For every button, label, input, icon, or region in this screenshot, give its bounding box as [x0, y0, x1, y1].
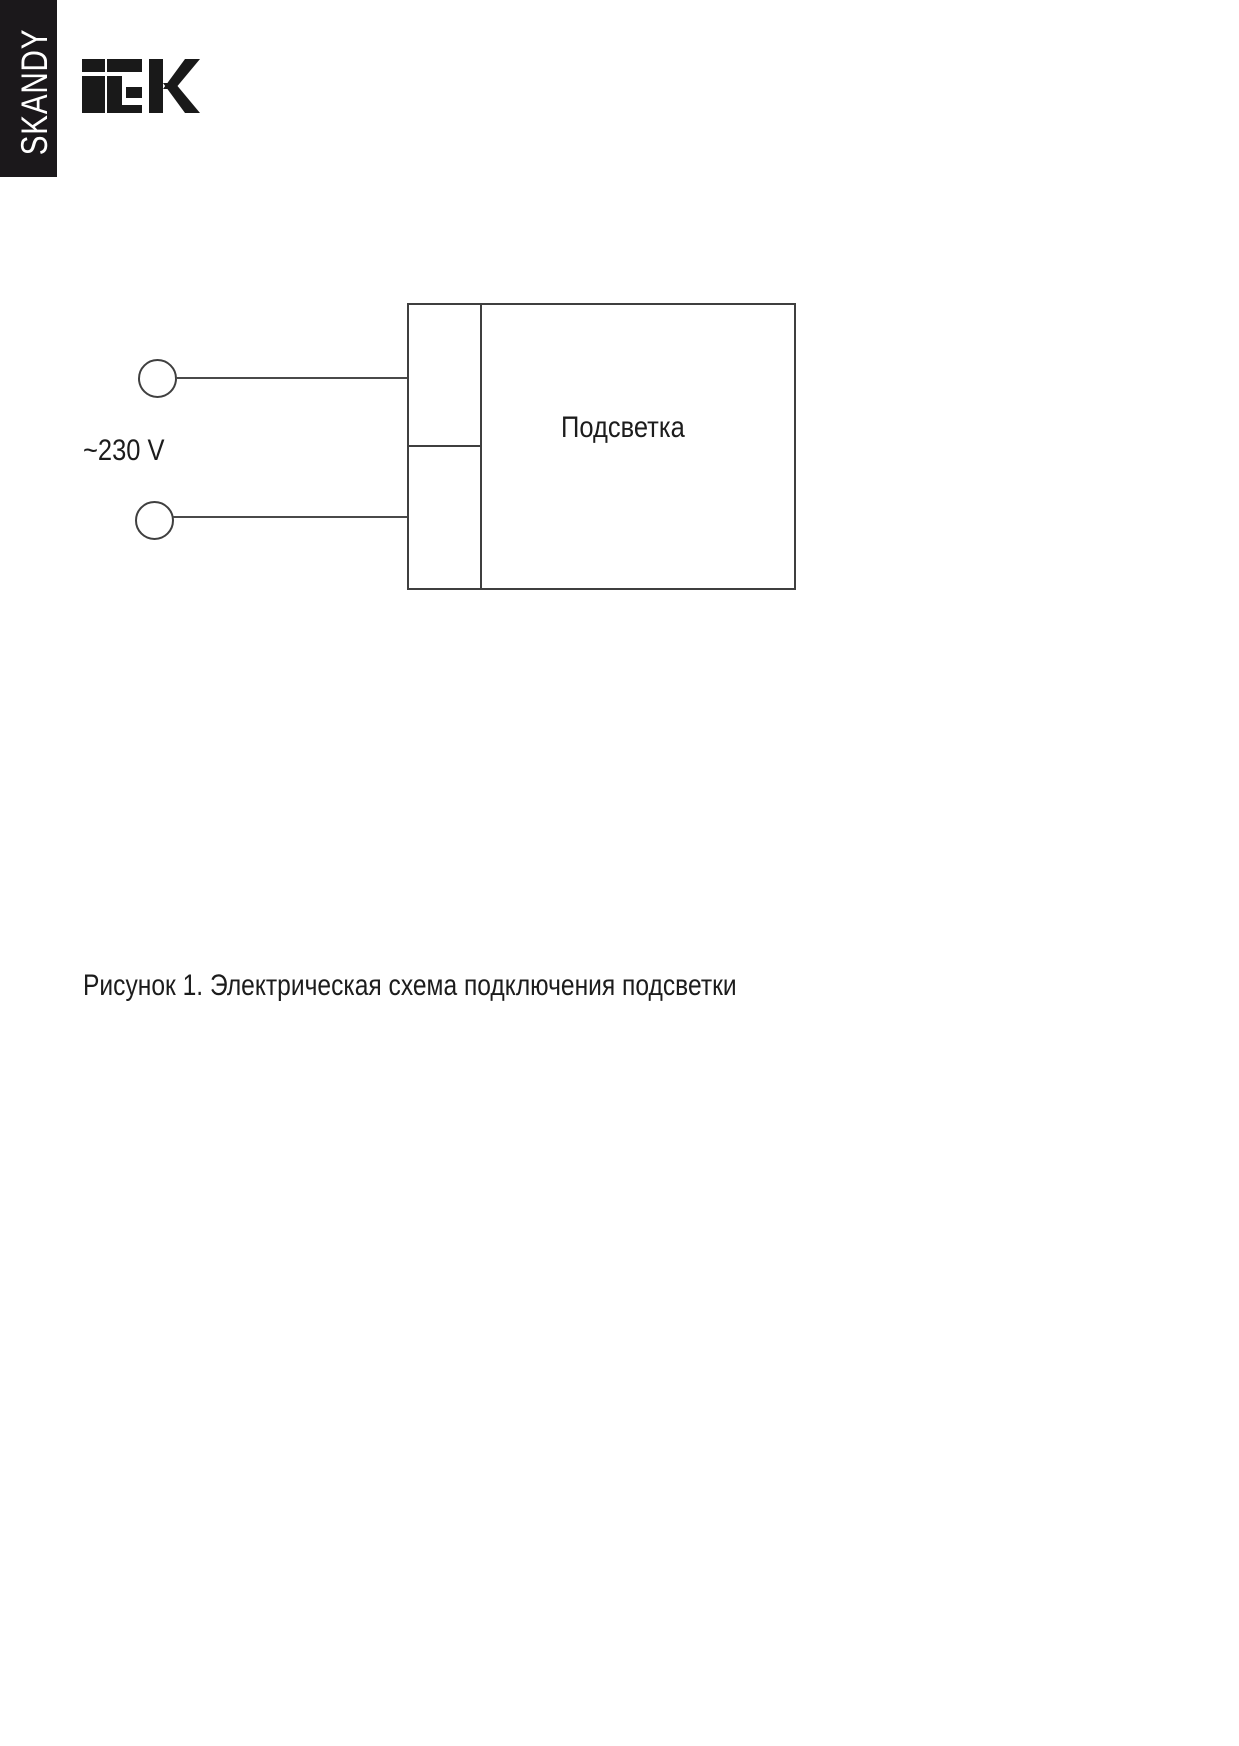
logo-i-dot	[82, 59, 105, 72]
iek-logo-icon	[82, 59, 200, 113]
figure-caption	[83, 969, 880, 1003]
figure-caption-text: Рисунок 1. Электрическая схема подключения подсветки	[83, 969, 737, 1002]
logo-e-bottom-bar	[107, 105, 142, 113]
logo-k-stem	[149, 59, 163, 113]
wire-bottom	[173, 516, 407, 518]
side-banner	[0, 0, 57, 177]
device-terminal-cell-divider	[407, 445, 482, 447]
voltage-label-text: ~230 V	[83, 434, 165, 467]
wire-top	[176, 377, 407, 379]
terminal-circle-bottom	[135, 501, 174, 540]
terminal-circle-top	[138, 359, 177, 398]
device-label	[561, 411, 707, 445]
device-label-text: Подсветка	[561, 411, 685, 444]
logo-i-stem	[82, 76, 105, 113]
logo-e-top-bar	[107, 59, 142, 72]
logo-k-lower-arm	[163, 83, 200, 113]
voltage-label	[83, 434, 179, 468]
logo-e-mid-bar	[126, 87, 142, 98]
brand-name-vertical: SKANDY	[14, 28, 55, 156]
